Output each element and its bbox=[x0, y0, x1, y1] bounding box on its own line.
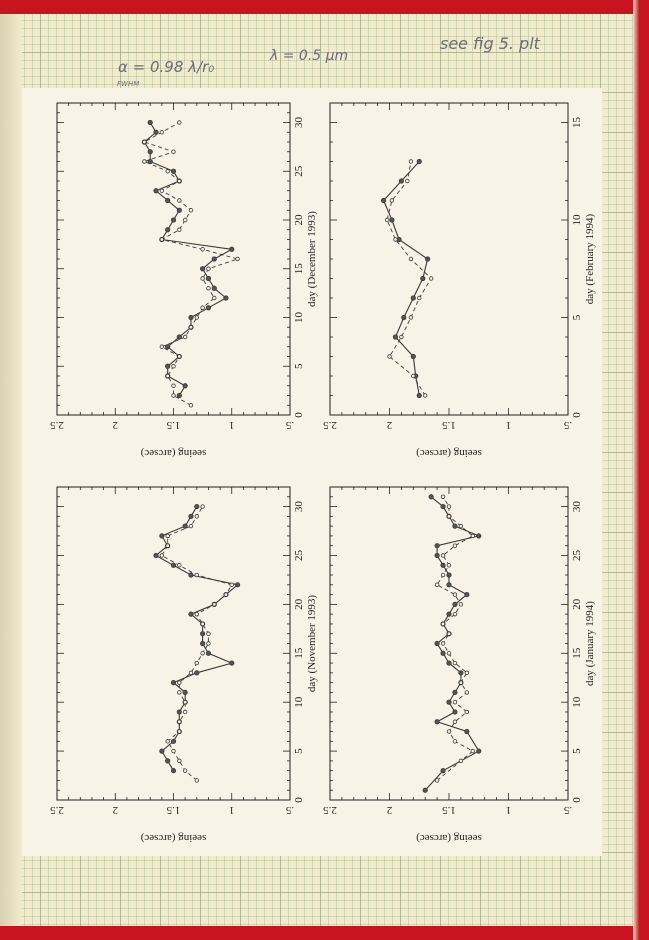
data-point-dashed bbox=[195, 316, 199, 320]
x-tick-label: 5 bbox=[571, 314, 583, 321]
data-point-dashed bbox=[189, 208, 193, 212]
data-point-solid bbox=[171, 563, 175, 567]
data-point-dashed bbox=[172, 150, 176, 154]
data-point-dashed bbox=[183, 700, 187, 704]
data-point-dashed bbox=[459, 603, 463, 607]
handwritten-alpha-note: α = 0.98 λ/r₀ bbox=[118, 58, 215, 76]
data-point-dashed bbox=[207, 642, 211, 646]
data-point-dashed bbox=[459, 759, 463, 763]
data-point-solid bbox=[165, 345, 169, 349]
data-point-solid bbox=[435, 543, 439, 547]
data-point-solid bbox=[148, 120, 152, 124]
x-axis-label: day (November 1993) bbox=[306, 594, 318, 693]
data-point-dashed bbox=[224, 593, 228, 597]
data-point-solid bbox=[189, 573, 193, 577]
x-tick-label: 20 bbox=[293, 214, 305, 226]
data-point-dashed bbox=[459, 681, 463, 685]
y-tick-label: .5 bbox=[285, 419, 295, 431]
data-point-dashed bbox=[212, 296, 216, 300]
data-point-solid bbox=[411, 354, 415, 358]
data-point-dashed bbox=[201, 306, 205, 310]
data-point-solid bbox=[399, 179, 403, 183]
y-axis-label: seeing (arcsec) bbox=[416, 832, 482, 844]
data-point-solid bbox=[447, 612, 451, 616]
data-point-dashed bbox=[166, 740, 170, 744]
data-point-dashed bbox=[207, 632, 211, 636]
data-point-dashed bbox=[183, 769, 187, 773]
data-point-solid bbox=[417, 393, 421, 397]
data-point-dashed bbox=[143, 160, 147, 164]
data-point-solid bbox=[200, 632, 204, 636]
x-tick-label: 0 bbox=[293, 412, 305, 418]
y-tick-label: 2.5 bbox=[50, 419, 64, 431]
data-point-solid bbox=[171, 739, 175, 743]
data-point-solid bbox=[381, 198, 385, 202]
data-point-dashed bbox=[409, 316, 413, 320]
x-tick-label: 30 bbox=[293, 117, 305, 128]
data-point-solid bbox=[459, 671, 463, 675]
data-point-solid bbox=[206, 276, 210, 280]
data-point-dashed bbox=[465, 671, 469, 675]
data-point-dashed bbox=[195, 661, 199, 665]
x-tick-label: 25 bbox=[571, 549, 583, 561]
data-point-dashed bbox=[459, 524, 463, 528]
x-tick-label: 25 bbox=[293, 549, 305, 561]
data-point-dashed bbox=[160, 189, 164, 193]
data-point-solid bbox=[165, 759, 169, 763]
data-point-solid bbox=[435, 641, 439, 645]
data-point-dashed bbox=[178, 720, 182, 724]
data-point-dashed bbox=[166, 169, 170, 173]
data-point-dashed bbox=[400, 335, 404, 339]
data-point-solid bbox=[154, 130, 158, 134]
data-point-dashed bbox=[172, 749, 176, 753]
data-point-solid bbox=[421, 276, 425, 280]
data-point-dashed bbox=[417, 296, 421, 300]
data-point-dashed bbox=[409, 257, 413, 261]
data-point-dashed bbox=[166, 534, 170, 538]
x-tick-label: 20 bbox=[293, 598, 305, 610]
x-tick-label: 0 bbox=[571, 412, 583, 418]
data-point-dashed bbox=[178, 681, 182, 685]
data-point-dashed bbox=[212, 603, 216, 607]
data-point-solid bbox=[402, 315, 406, 319]
data-point-solid bbox=[441, 563, 445, 567]
chart-panel-2 bbox=[323, 103, 596, 459]
data-point-solid bbox=[435, 720, 439, 724]
data-point-dashed bbox=[207, 267, 211, 271]
data-point-solid bbox=[148, 150, 152, 154]
data-point-dashed bbox=[230, 583, 234, 587]
data-point-solid bbox=[212, 257, 216, 261]
y-tick-label: .5 bbox=[563, 419, 573, 431]
data-point-dashed bbox=[172, 364, 176, 368]
data-point-dashed bbox=[166, 374, 170, 378]
data-point-dashed bbox=[423, 394, 427, 398]
data-point-dashed bbox=[207, 286, 211, 290]
data-point-solid bbox=[183, 690, 187, 694]
data-point-dashed bbox=[178, 691, 182, 695]
y-tick-label: 1 bbox=[505, 419, 512, 431]
data-point-solid bbox=[154, 189, 158, 193]
data-point-solid bbox=[177, 335, 181, 339]
data-point-solid bbox=[189, 315, 193, 319]
data-point-dashed bbox=[453, 700, 457, 704]
data-point-dashed bbox=[172, 394, 176, 398]
data-point-dashed bbox=[447, 563, 451, 567]
data-point-dashed bbox=[178, 199, 182, 203]
chart-panel-4 bbox=[323, 487, 596, 844]
y-tick-label: .5 bbox=[563, 804, 573, 816]
data-point-solid bbox=[171, 169, 175, 173]
data-point-solid bbox=[165, 228, 169, 232]
data-point-solid bbox=[465, 729, 469, 733]
data-point-solid bbox=[235, 583, 239, 587]
data-point-dashed bbox=[435, 779, 439, 783]
data-point-solid bbox=[390, 218, 394, 222]
data-point-dashed bbox=[471, 749, 475, 753]
data-point-dashed bbox=[195, 573, 199, 577]
data-point-dashed bbox=[441, 622, 445, 626]
x-tick-label: 30 bbox=[571, 501, 583, 513]
data-point-dashed bbox=[201, 505, 205, 509]
data-point-dashed bbox=[178, 355, 182, 359]
data-point-dashed bbox=[453, 661, 457, 665]
data-point-dashed bbox=[441, 554, 445, 558]
data-point-solid bbox=[447, 583, 451, 587]
x-tick-label: 5 bbox=[293, 748, 305, 754]
data-point-dashed bbox=[183, 218, 187, 222]
data-point-solid bbox=[447, 661, 451, 665]
data-point-solid bbox=[441, 651, 445, 655]
x-tick-label: 10 bbox=[293, 696, 305, 708]
y-tick-label: 1 bbox=[229, 419, 235, 431]
x-tick-label: 5 bbox=[571, 748, 583, 754]
data-point-solid bbox=[160, 534, 164, 538]
data-point-solid bbox=[183, 384, 187, 388]
data-point-solid bbox=[165, 364, 169, 368]
data-point-solid bbox=[195, 671, 199, 675]
data-point-dashed bbox=[160, 238, 164, 242]
data-point-solid bbox=[465, 592, 469, 596]
data-point-dashed bbox=[447, 730, 451, 734]
data-point-dashed bbox=[195, 779, 199, 783]
data-point-dashed bbox=[441, 495, 445, 499]
data-point-dashed bbox=[195, 515, 199, 519]
data-point-dashed bbox=[160, 554, 164, 558]
data-point-dashed bbox=[390, 199, 394, 203]
y-tick-label: 2.5 bbox=[323, 419, 337, 431]
data-point-dashed bbox=[447, 515, 451, 519]
data-point-dashed bbox=[385, 218, 389, 222]
x-tick-label: 10 bbox=[293, 312, 305, 323]
y-tick-label: 2 bbox=[112, 804, 118, 816]
data-point-solid bbox=[165, 198, 169, 202]
y-axis-label: seeing (arcsec) bbox=[140, 832, 207, 844]
x-tick-label: 0 bbox=[571, 797, 583, 803]
data-point-dashed bbox=[441, 642, 445, 646]
x-tick-label: 25 bbox=[293, 165, 305, 177]
y-tick-label: .5 bbox=[285, 804, 295, 816]
data-point-solid bbox=[200, 641, 204, 645]
data-point-dashed bbox=[453, 720, 457, 724]
data-point-dashed bbox=[447, 505, 451, 509]
x-tick-label: 20 bbox=[571, 598, 583, 610]
data-point-solid bbox=[477, 534, 481, 538]
data-point-dashed bbox=[178, 179, 182, 183]
data-point-solid bbox=[230, 247, 234, 251]
data-point-solid bbox=[189, 612, 193, 616]
y-axis-label: seeing (arcsec) bbox=[416, 447, 482, 459]
data-point-dashed bbox=[453, 544, 457, 548]
y-tick-label: 1.5 bbox=[442, 419, 456, 431]
data-point-dashed bbox=[189, 325, 193, 329]
data-point-dashed bbox=[143, 140, 147, 144]
data-point-solid bbox=[195, 504, 199, 508]
chart-panel-1 bbox=[50, 103, 318, 459]
data-point-dashed bbox=[201, 651, 205, 655]
data-point-solid bbox=[441, 768, 445, 772]
x-tick-label: 0 bbox=[293, 797, 305, 803]
data-point-dashed bbox=[172, 384, 176, 388]
handwritten-lambda-note: λ = 0.5 μm bbox=[270, 48, 349, 64]
data-point-solid bbox=[177, 208, 181, 212]
data-point-solid bbox=[423, 788, 427, 792]
data-point-dashed bbox=[178, 121, 182, 125]
y-tick-label: 1 bbox=[505, 804, 512, 816]
data-point-solid bbox=[177, 393, 181, 397]
data-point-dashed bbox=[453, 593, 457, 597]
x-tick-label: 15 bbox=[293, 263, 305, 275]
data-point-dashed bbox=[178, 730, 182, 734]
series-line-solid bbox=[425, 497, 479, 790]
data-point-dashed bbox=[435, 583, 439, 587]
data-point-dashed bbox=[388, 355, 392, 359]
data-point-solid bbox=[224, 296, 228, 300]
x-axis-label: day (February 1994) bbox=[584, 213, 596, 305]
x-tick-label: 5 bbox=[293, 363, 305, 369]
data-point-dashed bbox=[189, 671, 193, 675]
data-point-solid bbox=[177, 710, 181, 714]
data-point-dashed bbox=[189, 524, 193, 528]
data-point-dashed bbox=[189, 403, 193, 407]
x-tick-label: 15 bbox=[293, 647, 305, 659]
data-point-solid bbox=[447, 573, 451, 577]
data-point-dashed bbox=[465, 710, 469, 714]
data-point-solid bbox=[453, 690, 457, 694]
data-point-dashed bbox=[201, 622, 205, 626]
x-tick-label: 30 bbox=[293, 501, 305, 513]
data-point-dashed bbox=[178, 759, 182, 763]
y-tick-label: 1.5 bbox=[442, 804, 456, 816]
data-point-solid bbox=[206, 306, 210, 310]
y-tick-label: 2 bbox=[386, 419, 393, 431]
data-point-dashed bbox=[453, 612, 457, 616]
x-tick-label: 15 bbox=[571, 117, 583, 128]
data-point-dashed bbox=[201, 247, 205, 251]
data-point-solid bbox=[183, 524, 187, 528]
data-point-dashed bbox=[453, 740, 457, 744]
y-tick-label: 2 bbox=[112, 419, 118, 431]
data-point-solid bbox=[417, 159, 421, 163]
plot-frame bbox=[330, 487, 568, 800]
data-point-solid bbox=[435, 553, 439, 557]
data-point-dashed bbox=[195, 612, 199, 616]
data-point-dashed bbox=[447, 651, 451, 655]
data-point-solid bbox=[171, 768, 175, 772]
data-point-dashed bbox=[201, 277, 205, 281]
data-point-solid bbox=[206, 651, 210, 655]
x-tick-label: 10 bbox=[571, 214, 583, 226]
x-axis-label: day (December 1993) bbox=[306, 211, 318, 307]
data-point-dashed bbox=[447, 632, 451, 636]
data-point-solid bbox=[154, 553, 158, 557]
data-point-solid bbox=[453, 602, 457, 606]
data-point-solid bbox=[425, 257, 429, 261]
data-point-solid bbox=[411, 296, 415, 300]
data-point-solid bbox=[171, 680, 175, 684]
data-point-solid bbox=[230, 661, 234, 665]
data-point-dashed bbox=[471, 534, 475, 538]
data-point-solid bbox=[453, 710, 457, 714]
y-tick-label: 2.5 bbox=[323, 804, 337, 816]
data-point-dashed bbox=[160, 345, 164, 349]
data-point-dashed bbox=[183, 335, 187, 339]
y-tick-label: 1.5 bbox=[166, 804, 181, 816]
data-point-solid bbox=[200, 267, 204, 271]
data-point-dashed bbox=[166, 544, 170, 548]
handwritten-fwhm-note: FWHM bbox=[117, 80, 140, 88]
data-point-dashed bbox=[409, 160, 413, 164]
data-point-dashed bbox=[236, 257, 240, 261]
x-tick-label: 10 bbox=[571, 696, 583, 708]
data-point-solid bbox=[189, 514, 193, 518]
handwritten-figure-note: see fig 5. plt bbox=[440, 34, 540, 53]
data-point-dashed bbox=[160, 130, 164, 134]
chart-panel-3 bbox=[50, 487, 318, 844]
data-point-solid bbox=[212, 286, 216, 290]
data-point-solid bbox=[441, 504, 445, 508]
y-tick-label: 2.5 bbox=[50, 804, 64, 816]
data-point-solid bbox=[447, 700, 451, 704]
data-point-dashed bbox=[441, 573, 445, 577]
y-tick-label: 1.5 bbox=[166, 419, 181, 431]
data-point-dashed bbox=[465, 691, 469, 695]
data-point-dashed bbox=[178, 563, 182, 567]
data-point-dashed bbox=[183, 710, 187, 714]
data-point-solid bbox=[393, 335, 397, 339]
data-point-dashed bbox=[412, 374, 416, 378]
data-point-dashed bbox=[394, 238, 398, 242]
y-axis-label: seeing (arcsec) bbox=[140, 447, 207, 459]
plot-frame bbox=[330, 103, 568, 415]
data-point-solid bbox=[429, 495, 433, 499]
x-axis-label: day (January 1994) bbox=[584, 601, 596, 686]
data-point-solid bbox=[477, 749, 481, 753]
data-point-dashed bbox=[406, 179, 410, 183]
data-point-solid bbox=[171, 218, 175, 222]
series-line-solid bbox=[144, 123, 231, 396]
data-point-dashed bbox=[178, 228, 182, 232]
data-point-solid bbox=[160, 749, 164, 753]
y-tick-label: 1 bbox=[229, 804, 235, 816]
y-tick-label: 2 bbox=[386, 804, 393, 816]
x-tick-label: 15 bbox=[571, 647, 583, 659]
data-point-dashed bbox=[429, 277, 433, 281]
data-point-solid bbox=[453, 524, 457, 528]
